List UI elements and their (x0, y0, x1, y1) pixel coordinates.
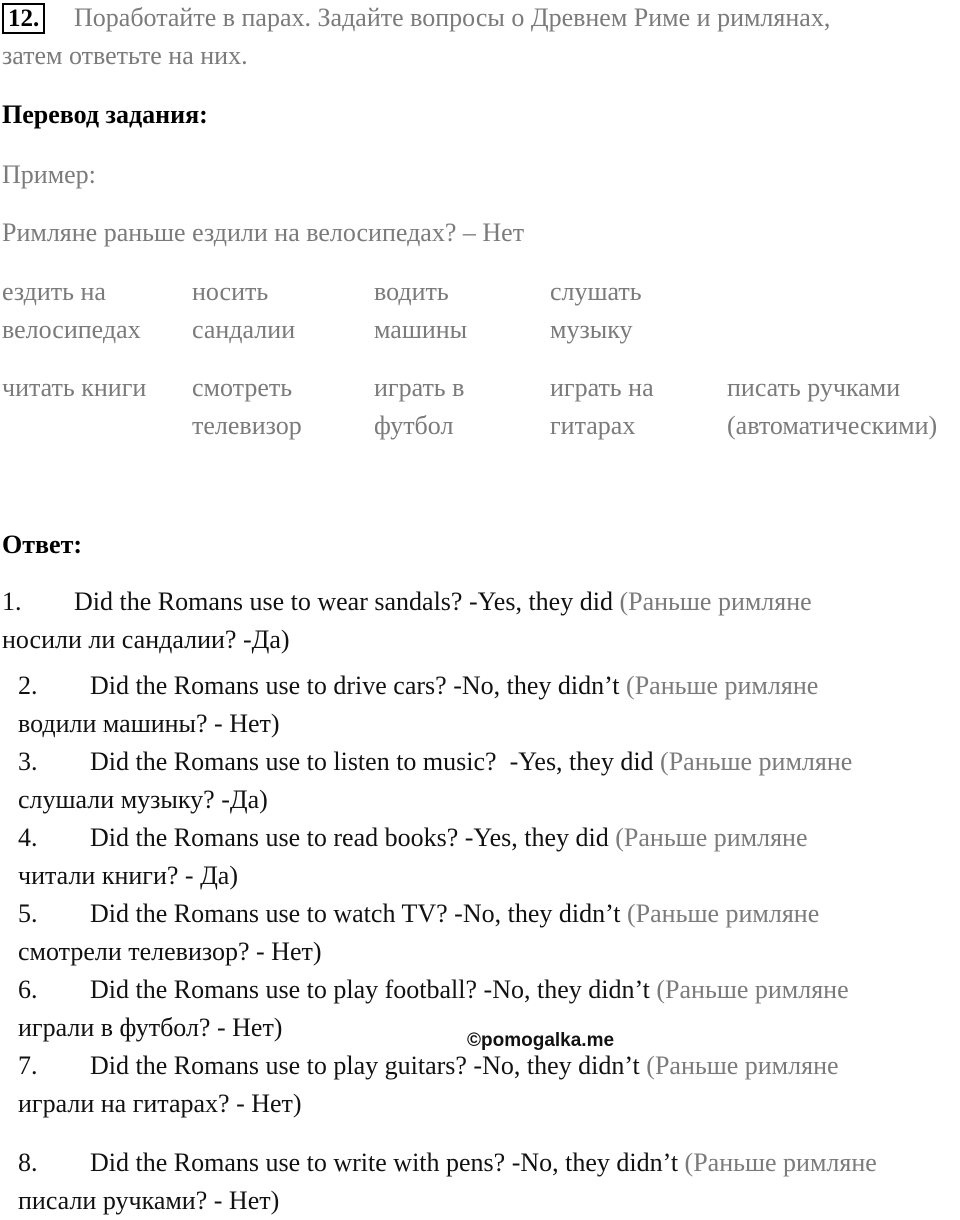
activity-1-line2: велосипедах (2, 315, 141, 344)
answer-3-line2: слушали музыку? -Да) (18, 785, 268, 814)
answer-8-russian: (Раньше римляне (684, 1148, 877, 1177)
answer-8-line1 (18, 1144, 877, 1182)
answer-8-line2: писали ручками? - Нет) (18, 1186, 280, 1215)
answer-heading: Ответ: (2, 530, 83, 559)
answer-7-line1 (18, 1047, 839, 1085)
answer-3-english: Did the Romans use to listen to music? -Yes, they did (90, 747, 654, 776)
activity-2-line2: сандалии (192, 315, 296, 344)
activity-6-line1: смотреть (192, 373, 293, 402)
answer-2-english: Did the Romans use to drive cars? -No, they didn’t (90, 671, 620, 700)
answer-4-line2: читали книги? - Да) (18, 861, 238, 890)
answer-5-number: 5. (18, 899, 38, 928)
answer-7-russian: (Раньше римляне (646, 1051, 839, 1080)
answer-3-russian: (Раньше римляне (660, 747, 853, 776)
activity-9-line1: писать ручками (727, 373, 901, 402)
answer-5-line2: смотрели телевизор? - Нет) (18, 937, 322, 966)
watermark: ©pomogalka.me (467, 1030, 615, 1051)
answer-1-line1 (2, 583, 812, 621)
answer-2-line2: водили машины? - Нет) (18, 709, 280, 738)
answer-7-number: 7. (18, 1051, 38, 1080)
answer-2-number: 2. (18, 671, 38, 700)
activity-9-line2: (автоматическими) (727, 411, 938, 440)
activity-5-line1: читать книги (2, 373, 147, 402)
answer-4-line1 (18, 819, 808, 857)
activity-6-line2: телевизор (192, 411, 302, 440)
answer-1-line2: носили ли сандалии? -Да) (2, 625, 290, 654)
answer-4-number: 4. (18, 823, 38, 852)
answer-6-line1 (18, 971, 849, 1009)
activity-3-line2: машины (374, 315, 468, 344)
answer-1-english: Did the Romans use to wear sandals? -Yes, they did (74, 587, 613, 616)
answer-6-number: 6. (18, 975, 38, 1004)
answer-8-english: Did the Romans use to write with pens? -No, they didn’t (90, 1148, 679, 1177)
answer-5-english: Did the Romans use to watch TV? -No, they didn’t (90, 899, 621, 928)
example-label: Пример: (2, 160, 96, 189)
translation-heading: Перевод задания: (2, 100, 208, 129)
answer-7-english: Did the Romans use to play guitars? -No, they didn’t (90, 1051, 640, 1080)
activity-7-line2: футбол (374, 411, 454, 440)
activity-3-line1: водить (374, 277, 449, 306)
activity-8-line1: играть на (550, 373, 654, 402)
answer-2-russian: (Раньше римляне (626, 671, 819, 700)
answer-6-russian: (Раньше римляне (656, 975, 849, 1004)
answer-1-russian: (Раньше римляне (619, 587, 812, 616)
answer-8-number: 8. (18, 1148, 38, 1177)
answer-5-russian: (Раньше римляне (627, 899, 820, 928)
answer-6-english: Did the Romans use to play football? -No, they didn’t (90, 975, 650, 1004)
answer-4-english: Did the Romans use to read books? -Yes, they did (90, 823, 609, 852)
activity-1-line1: ездить на (2, 277, 106, 306)
answer-3-number: 3. (18, 747, 38, 776)
answer-7-line2: играли на гитарах? - Нет) (18, 1089, 302, 1118)
task-instruction-line1: Поработайте в парах. Задайте вопросы о Древнем Риме и римлянах, (74, 3, 831, 32)
answer-3-line1 (18, 743, 852, 781)
activity-8-line2: гитарах (550, 411, 636, 440)
example-text: Римляне раньше ездили на велосипедах? – Нет (2, 218, 525, 247)
activity-4-line1: слушать (550, 277, 642, 306)
task-instruction-line2: затем ответьте на них. (2, 41, 248, 70)
answer-5-line1 (18, 895, 819, 933)
answer-6-line2: играли в футбол? - Нет) (18, 1013, 283, 1042)
answer-4-russian: (Раньше римляне (615, 823, 808, 852)
activity-4-line2: музыку (550, 315, 633, 344)
task-number: 12. (2, 3, 45, 34)
activity-2-line1: носить (192, 277, 269, 306)
answer-1-number: 1. (2, 587, 22, 616)
activity-7-line1: играть в (374, 373, 465, 402)
answer-2-line1 (18, 667, 818, 705)
